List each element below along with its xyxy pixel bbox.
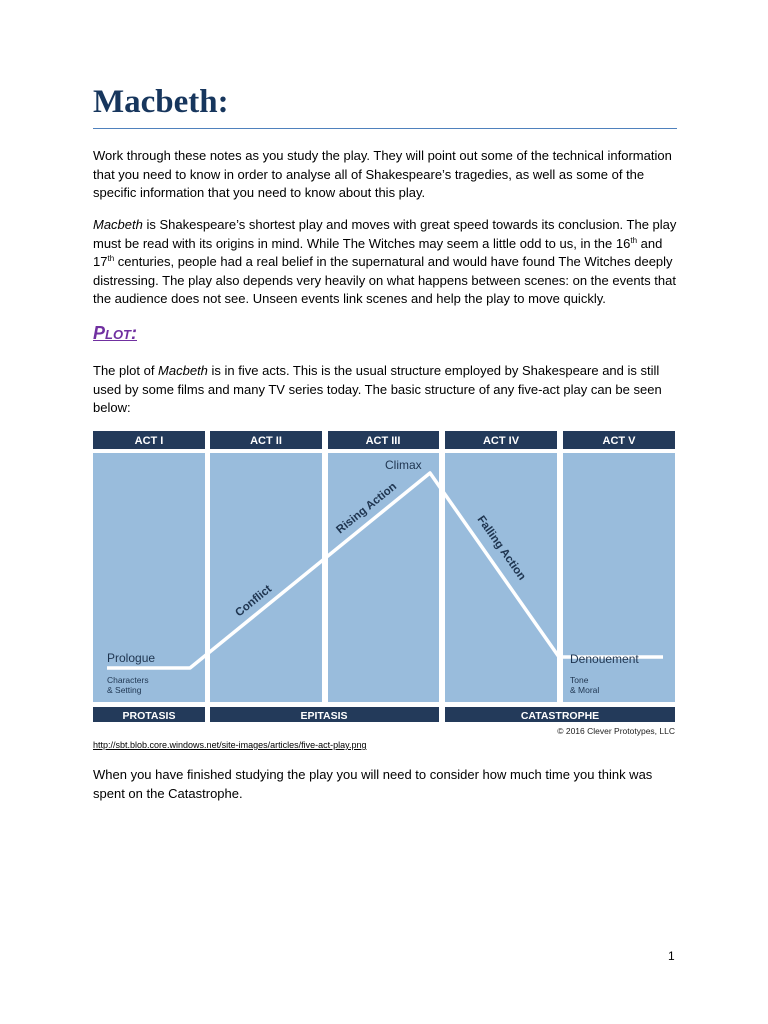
- play-title-italic-2: Macbeth: [158, 363, 208, 378]
- closing-paragraph: When you have finished studying the play you will need to consider how much time you think was spent on the Catastrophe.: [93, 767, 653, 801]
- page-number: 1: [668, 949, 675, 963]
- act-panel-4: [445, 453, 557, 702]
- act-label-3: ACT III: [365, 435, 401, 447]
- prologue-sub-1: Characters: [107, 675, 149, 685]
- act-panel-2: [210, 453, 322, 702]
- act-label-5: ACT V: [602, 435, 636, 447]
- falling-action-label: Falling Action: [474, 513, 528, 583]
- prologue-sub-2: & Setting: [107, 685, 142, 695]
- play-title-italic: Macbeth: [93, 217, 143, 232]
- plot-heading: Plot:: [93, 323, 137, 343]
- section-label-protasis: PROTASIS: [122, 710, 176, 722]
- diagram-copyright: © 2016 Clever Prototypes, LLC: [557, 726, 675, 736]
- diagram-source-link[interactable]: http://sbt.blob.core.windows.net/site-images/articles/five-act-play.png: [93, 740, 367, 750]
- intro-paragraph: Work through these notes as you study the play. They will point out some of the technical information that you need to know in order to analyse all of Shakespeare’s tragedies, as well as some of the specific information that you need to know about this play.: [93, 148, 672, 200]
- origins-text-b: and 17: [93, 235, 663, 269]
- origins-text-c: centuries, people had a real belief in the supernatural and would have found The Witches deeply distressing. The play also depends very heavily on what happens between scenes: on the events that the audience does not see. Unseen events link scenes and help the play to move quickly.: [93, 254, 676, 306]
- origins-text-a: is Shakespeare’s shortest play and moves with great speed towards its conclusion. The play must be read with its origins in mind. While The Witches may seem a little odd to us, in the 16: [93, 217, 677, 251]
- page-title: Macbeth:: [93, 84, 229, 120]
- five-act-structure-diagram: [93, 431, 675, 737]
- act-label-2: ACT II: [250, 435, 282, 447]
- denouement-sub-2: & Moral: [570, 685, 600, 695]
- plot-paragraph: [93, 362, 683, 418]
- denouement-sub-1: Tone: [570, 675, 589, 685]
- origins-paragraph: [93, 216, 683, 309]
- prologue-label: Prologue: [107, 651, 156, 665]
- act-label-4: ACT IV: [482, 435, 520, 447]
- conflict-label: Conflict: [233, 583, 275, 620]
- superscript-th-2: th: [107, 254, 115, 263]
- act-label-1: ACT I: [134, 435, 164, 447]
- plot-text-b: is in five acts. This is the usual structure employed by Shakespeare and is still used by some films and many TV series today. The basic structure of any five-act play can be seen below:: [93, 363, 662, 415]
- superscript-th-1: th: [630, 235, 638, 245]
- rising-action-label: Rising Action: [334, 480, 400, 537]
- section-label-catastrophe: CATASTROPHE: [520, 710, 600, 722]
- title-underline: [93, 128, 677, 129]
- denouement-label: Denouement: [570, 652, 639, 666]
- climax-label: Climax: [385, 458, 422, 472]
- section-label-epitasis: EPITASIS: [300, 710, 348, 722]
- plot-text-a: The plot of: [93, 363, 159, 378]
